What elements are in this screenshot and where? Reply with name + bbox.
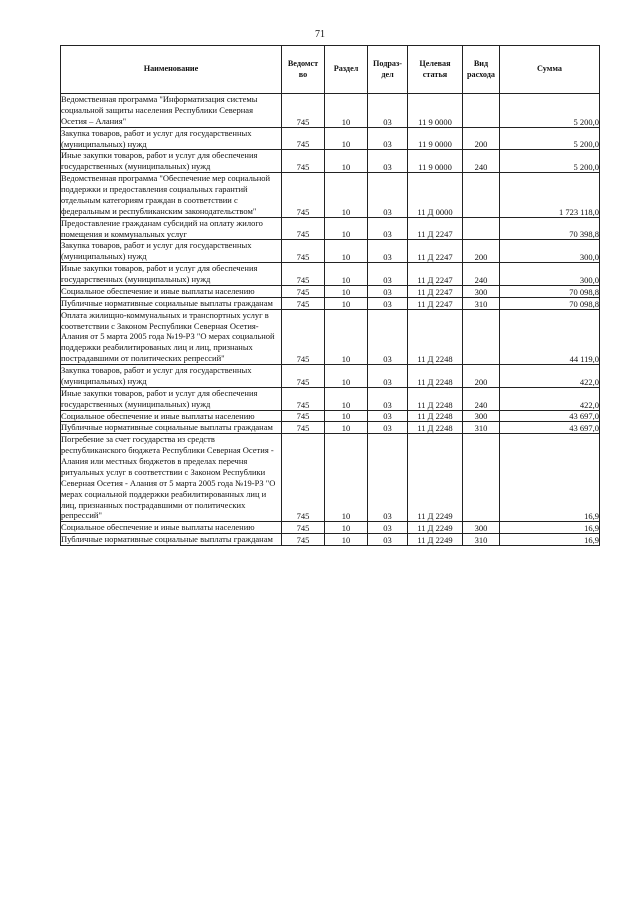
cell-vedomstvo: 745: [282, 422, 325, 434]
cell-name: Погребение за счет государства из средств республиканского бюджета Республики Северная Осетия - Алания или местных бюджетов в пределах перечня ритуальных услуг в соответствии с Законом Республики Северная Осетия - Алания от 5 марта 2005 года №19-РЗ "О мерах социальной поддержки реабилитированных лиц и лиц, признанных пострадавшими от политических репрессий": [61, 434, 282, 522]
cell-vid: 310: [463, 534, 500, 546]
cell-target: 11 Д 2247: [408, 285, 463, 297]
cell-target: 11 Д 2247: [408, 263, 463, 286]
cell-vedomstvo: 745: [282, 94, 325, 128]
cell-vid: [463, 173, 500, 218]
table-row: [61, 434, 600, 522]
cell-name: Закупка товаров, работ и услуг для государственных (муниципальных) нужд: [61, 365, 282, 388]
cell-vid: 240: [463, 263, 500, 286]
cell-target: 11 Д 2249: [408, 434, 463, 522]
cell-razdel: 10: [325, 173, 368, 218]
cell-podrazdel: 03: [368, 387, 408, 410]
cell-vedomstvo: 745: [282, 387, 325, 410]
cell-vedomstvo: 745: [282, 365, 325, 388]
cell-name: Иные закупки товаров, работ и услуг для обеспечения государственных (муниципальных) нужд: [61, 150, 282, 173]
cell-vid: 200: [463, 240, 500, 263]
header-vid: [463, 46, 500, 94]
table-row: [61, 387, 600, 410]
cell-sum: 5 200,0: [500, 150, 600, 173]
cell-target: 11 Д 2248: [408, 410, 463, 422]
cell-target: 11 Д 2248: [408, 422, 463, 434]
cell-podrazdel: 03: [368, 240, 408, 263]
cell-name: Предоставление гражданам субсидий на оплату жилого помещения и коммунальных услуг: [61, 217, 282, 240]
table-row: [61, 150, 600, 173]
cell-sum: 300,0: [500, 240, 600, 263]
cell-podrazdel: 03: [368, 522, 408, 534]
cell-razdel: 10: [325, 240, 368, 263]
header-podrazdel: [368, 46, 408, 94]
cell-sum: 70 098,8: [500, 285, 600, 297]
cell-sum: 16,9: [500, 522, 600, 534]
cell-razdel: 10: [325, 365, 368, 388]
cell-vedomstvo: 745: [282, 309, 325, 364]
cell-sum: 16,9: [500, 534, 600, 546]
table-row: [61, 240, 600, 263]
cell-vid: 310: [463, 297, 500, 309]
cell-razdel: 10: [325, 309, 368, 364]
cell-razdel: 10: [325, 422, 368, 434]
cell-podrazdel: 03: [368, 285, 408, 297]
cell-razdel: 10: [325, 127, 368, 150]
cell-target: 11 9 0000: [408, 94, 463, 128]
cell-target: 11 Д 0000: [408, 173, 463, 218]
cell-name: Социальное обеспечение и иные выплаты населению: [61, 410, 282, 422]
header-vedomstvo-text: Ведомст во: [287, 59, 319, 79]
table-row: [61, 522, 600, 534]
cell-sum: 1 723 118,0: [500, 173, 600, 218]
header-podrazdel-text: Подраз- дел: [372, 59, 403, 79]
cell-target: 11 9 0000: [408, 150, 463, 173]
cell-name: Иные закупки товаров, работ и услуг для обеспечения государственных (муниципальных) нужд: [61, 387, 282, 410]
cell-sum: 70 098,8: [500, 297, 600, 309]
header-sum: Сумма: [500, 46, 600, 94]
cell-razdel: 10: [325, 434, 368, 522]
cell-podrazdel: 03: [368, 263, 408, 286]
cell-name: Закупка товаров, работ и услуг для государственных (муниципальных) нужд: [61, 240, 282, 263]
cell-razdel: 10: [325, 297, 368, 309]
cell-vedomstvo: 745: [282, 534, 325, 546]
cell-podrazdel: 03: [368, 173, 408, 218]
budget-table: [60, 45, 600, 546]
table-row: [61, 534, 600, 546]
cell-razdel: 10: [325, 522, 368, 534]
cell-razdel: 10: [325, 263, 368, 286]
cell-sum: 43 697,0: [500, 422, 600, 434]
page-number: 71: [315, 29, 325, 40]
cell-target: 11 Д 2247: [408, 217, 463, 240]
cell-podrazdel: 03: [368, 309, 408, 364]
cell-podrazdel: 03: [368, 150, 408, 173]
cell-sum: 16,9: [500, 434, 600, 522]
cell-podrazdel: 03: [368, 534, 408, 546]
cell-razdel: 10: [325, 217, 368, 240]
cell-vid: 200: [463, 127, 500, 150]
cell-podrazdel: 03: [368, 365, 408, 388]
cell-vid: [463, 309, 500, 364]
cell-name: Иные закупки товаров, работ и услуг для обеспечения государственных (муниципальных) нужд: [61, 263, 282, 286]
cell-sum: 422,0: [500, 387, 600, 410]
table-row: [61, 365, 600, 388]
cell-vedomstvo: 745: [282, 240, 325, 263]
cell-sum: 44 119,0: [500, 309, 600, 364]
table-row: [61, 127, 600, 150]
cell-vid: 300: [463, 410, 500, 422]
cell-sum: 70 398,8: [500, 217, 600, 240]
cell-target: 11 Д 2248: [408, 365, 463, 388]
cell-name: Ведомственная программа "Обеспечение мер социальной поддержки и предоставления социальных гарантий отдельным категориям граждан в соответствии с федеральным и республиканским законодательством": [61, 173, 282, 218]
cell-target: 11 Д 2249: [408, 522, 463, 534]
table-row: [61, 422, 600, 434]
cell-target: 11 Д 2247: [408, 297, 463, 309]
cell-podrazdel: 03: [368, 297, 408, 309]
table-body: [61, 94, 600, 546]
cell-name: Закупка товаров, работ и услуг для государственных (муниципальных) нужд: [61, 127, 282, 150]
table-row: [61, 173, 600, 218]
cell-razdel: 10: [325, 150, 368, 173]
cell-name: Публичные нормативные социальные выплаты гражданам: [61, 422, 282, 434]
header-vid-text: Вид расхода: [466, 59, 496, 79]
cell-razdel: 10: [325, 94, 368, 128]
cell-vedomstvo: 745: [282, 217, 325, 240]
cell-vedomstvo: 745: [282, 522, 325, 534]
cell-sum: 5 200,0: [500, 94, 600, 128]
cell-vedomstvo: 745: [282, 410, 325, 422]
cell-vid: 300: [463, 522, 500, 534]
cell-vid: 310: [463, 422, 500, 434]
cell-podrazdel: 03: [368, 422, 408, 434]
cell-vedomstvo: 745: [282, 297, 325, 309]
cell-target: 11 Д 2247: [408, 240, 463, 263]
table-row: [61, 263, 600, 286]
cell-vedomstvo: 745: [282, 150, 325, 173]
cell-razdel: 10: [325, 410, 368, 422]
cell-razdel: 10: [325, 534, 368, 546]
cell-target: 11 Д 2248: [408, 309, 463, 364]
cell-name: Публичные нормативные социальные выплаты гражданам: [61, 534, 282, 546]
cell-sum: 5 200,0: [500, 127, 600, 150]
cell-vedomstvo: 745: [282, 173, 325, 218]
cell-sum: 300,0: [500, 263, 600, 286]
table-row: [61, 285, 600, 297]
cell-vedomstvo: 745: [282, 434, 325, 522]
table-row: [61, 309, 600, 364]
cell-target: 11 Д 2249: [408, 534, 463, 546]
cell-name: Социальное обеспечение и иные выплаты населению: [61, 522, 282, 534]
cell-vedomstvo: 745: [282, 263, 325, 286]
table-row: [61, 94, 600, 128]
cell-podrazdel: 03: [368, 410, 408, 422]
cell-vid: 240: [463, 387, 500, 410]
header-vedomstvo: [282, 46, 325, 94]
cell-vid: [463, 94, 500, 128]
cell-vid: [463, 434, 500, 522]
cell-vid: 300: [463, 285, 500, 297]
cell-podrazdel: 03: [368, 94, 408, 128]
cell-vid: 240: [463, 150, 500, 173]
cell-name: Оплата жилищно-коммунальных и транспортных услуг в соответствии с Законом Республики Северная Осетия-Алания от 5 марта 2005 года №19-РЗ "О мерах социальной поддержки реабилитированых лиц и лиц, признаных пострадавшими от политических репрессий": [61, 309, 282, 364]
cell-name: Ведомственная программа "Информатизация системы социальной защиты населения Республики Северная Осетия – Алания": [61, 94, 282, 128]
cell-target: 11 9 0000: [408, 127, 463, 150]
table-row: [61, 217, 600, 240]
header-name: Наименование: [61, 46, 282, 94]
cell-vedomstvo: 745: [282, 285, 325, 297]
cell-razdel: 10: [325, 387, 368, 410]
cell-podrazdel: 03: [368, 127, 408, 150]
cell-sum: 422,0: [500, 365, 600, 388]
header-target: [408, 46, 463, 94]
table-row: [61, 297, 600, 309]
cell-name: Публичные нормативные социальные выплаты гражданам: [61, 297, 282, 309]
header-target-text: Целевая статья: [419, 59, 451, 79]
header-razdel: Раздел: [325, 46, 368, 94]
cell-target: 11 Д 2248: [408, 387, 463, 410]
table-header: [61, 46, 600, 94]
cell-razdel: 10: [325, 285, 368, 297]
table-row: [61, 410, 600, 422]
cell-vid: 200: [463, 365, 500, 388]
cell-vid: [463, 217, 500, 240]
cell-podrazdel: 03: [368, 217, 408, 240]
cell-sum: 43 697,0: [500, 410, 600, 422]
cell-vedomstvo: 745: [282, 127, 325, 150]
cell-name: Социальное обеспечение и иные выплаты населению: [61, 285, 282, 297]
cell-podrazdel: 03: [368, 434, 408, 522]
